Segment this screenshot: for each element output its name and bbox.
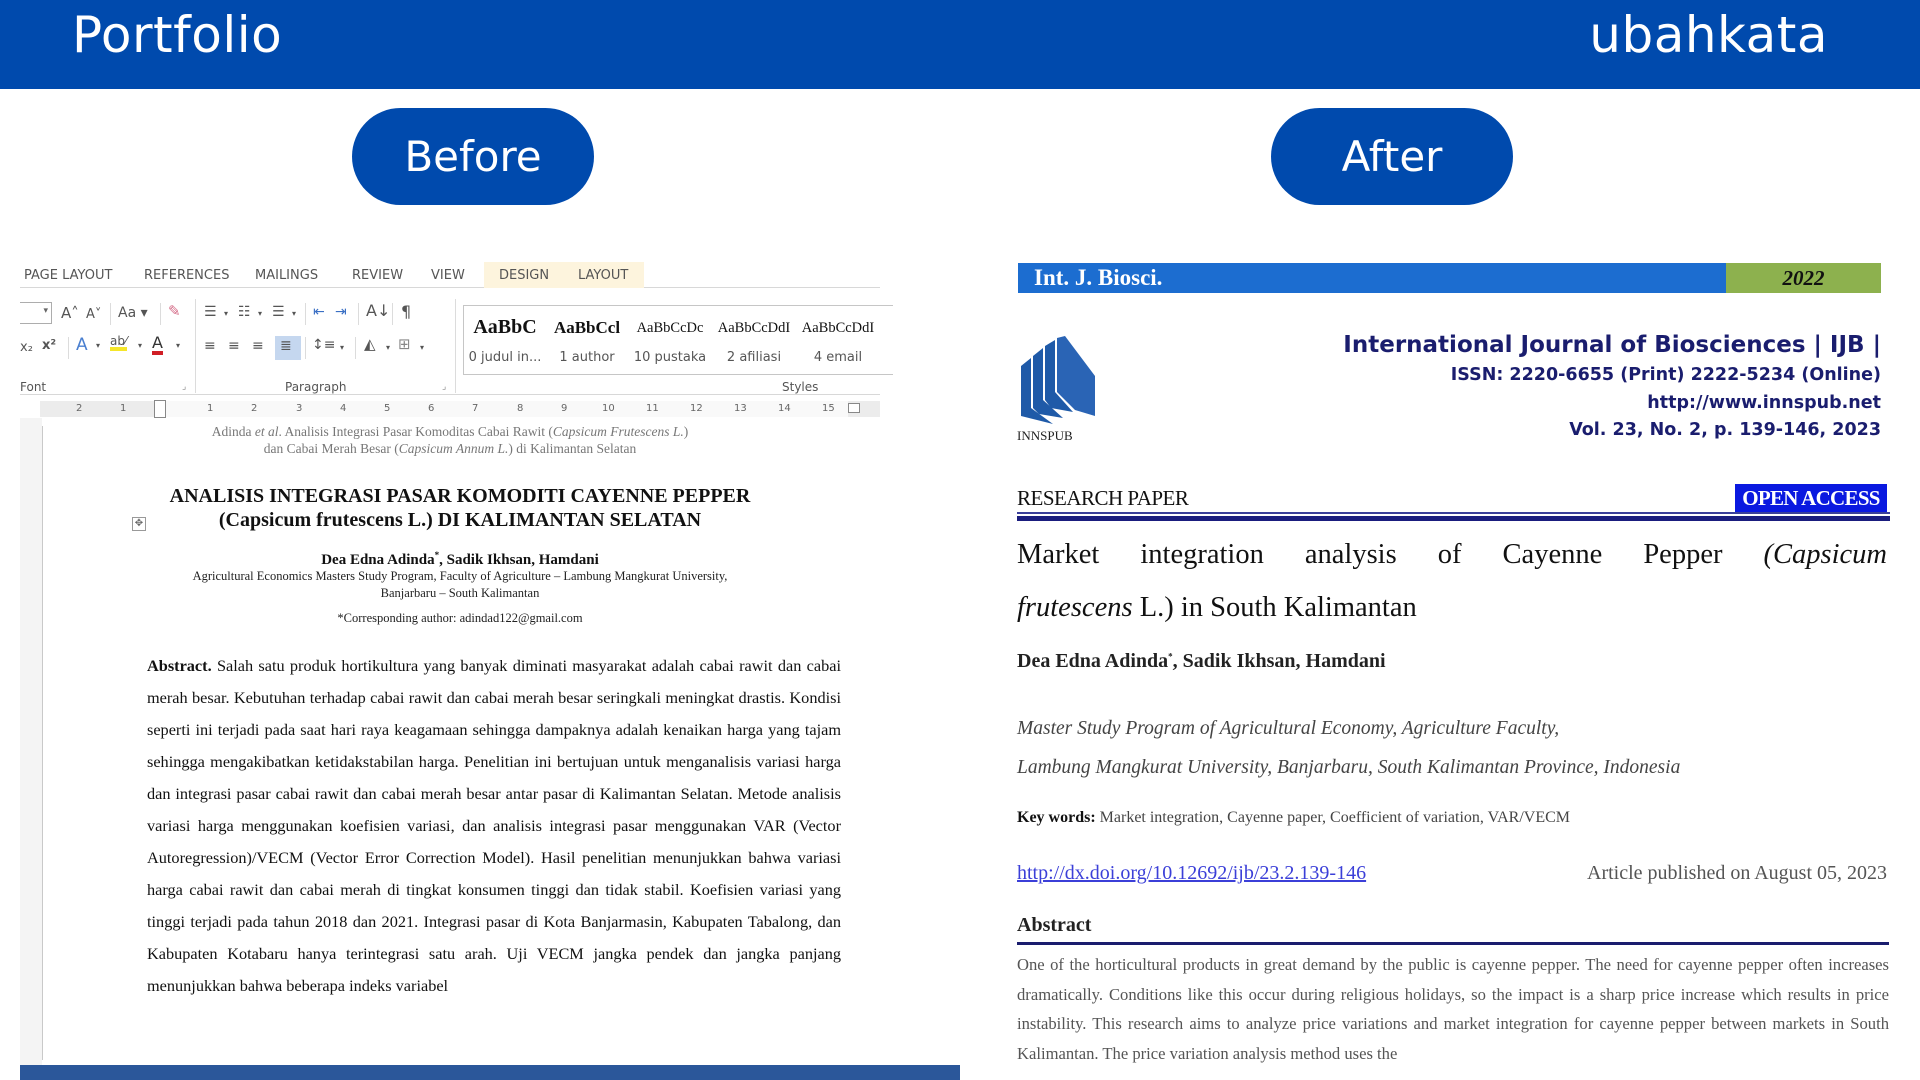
subscript-icon[interactable]: x₂ <box>20 340 33 355</box>
font-color-dropdown-icon[interactable]: ▾ <box>176 341 181 350</box>
highlight-dropdown-icon[interactable]: ▾ <box>138 341 143 350</box>
change-case-icon[interactable]: Aa ▾ <box>118 305 148 321</box>
document-abstract: Abstract. Salah satu produk hortikultura yang banyak diminati masyarakat adalah cabai rawit dan cabai merah besar. Kebutuhan terhadap cabai rawit dan cabai merah besar seringkali meningkat drastis. Kondisi seperti ini terjadi pada saat hari raya keagamaan sehingga dampaknya adalah kenaikan harga yang tajam sehingga mengakibatkan ketidakstabilan harga. Penelitian ini bertujuan untuk menganalisis variasi harga dan integrasi pasar cabai rawit dan cabai merah besar antar pasar di Kalimantan Selatan. Metode analisis variasi harga menggunakan koefisien variasi, dan analisis integrasi pasar menggunakan VAR (Vector Autoregression)/VECM (Vector Error Correction Model). Hasil penelitian menunjukkan bahwa variasi harga cabai rawit dan cabai merah di tingkat konsumen tinggi dan tidak stabil. Koefisien variasi yang tinggi terjadi pada tahun 2018 dan 2021. Integrasi pasar di Kota Banjarmasin, Kabupaten Tabalong, dan Kabupaten Kotabaru hanya terintegrasi satu arah. Uji VECM jangka pendek dan jangka panjang menunjukkan bahwa beberapa indeks variabel <box>147 656 841 995</box>
multilevel-list-icon[interactable]: ☰ <box>272 304 285 320</box>
shading-dropdown-icon[interactable]: ▾ <box>386 343 391 352</box>
innspub-logo <box>1017 336 1107 444</box>
sort-icon[interactable]: A↓ <box>366 301 391 320</box>
superscript-icon[interactable]: x² <box>42 338 57 353</box>
header-rule-thin <box>1017 512 1890 514</box>
tab-mailings[interactable]: MAILINGS <box>255 268 319 283</box>
right-indent-marker[interactable] <box>848 403 860 413</box>
brand-name: ubahkata <box>1589 6 1828 64</box>
font-color-icon[interactable]: A <box>152 335 163 355</box>
line-spacing-icon[interactable]: ↕≡ <box>312 337 336 353</box>
corresponding-author: *Corresponding author: adindad122@gmail.com <box>337 611 583 625</box>
abstract-heading: Abstract <box>1017 914 1092 936</box>
paper-type: RESEARCH PAPER <box>1017 486 1189 510</box>
before-word-document <box>20 262 960 1080</box>
align-right-icon[interactable]: ≡ <box>252 338 264 354</box>
after-journal-page <box>1017 262 1890 1080</box>
abstract-text: One of the horticultural products in great demand by the public is cayenne pepper. The need for cayenne pepper often increases dramatically. Conditions like this occur during religious holidays, so the impact is a sharp price increase which results in price instability. This research aims to analyze price variations and market integration for cayenne pepper between markets in South Kalimantan. The price variation analysis method uses the <box>1017 955 1889 1063</box>
document-affiliation-line2: Banjarbaru – South Kalimantan <box>380 586 540 600</box>
journal-name: International Journal of Biosciences | IJB | <box>1343 332 1881 358</box>
paragraph-dialog-launcher-icon[interactable]: ⌟ <box>442 382 447 392</box>
header-rule-thick <box>1017 516 1890 521</box>
borders-icon[interactable]: ⊞ <box>398 335 411 353</box>
document-title-line2: (Capsicum frutescens L.) DI KALIMANTAN SELATAN <box>218 509 702 531</box>
tab-page-layout[interactable]: PAGE LAYOUT <box>24 268 113 283</box>
text-effects-icon[interactable]: A <box>76 335 88 355</box>
tab-design[interactable]: DESIGN <box>499 268 550 283</box>
style-pustaka[interactable]: AaBbCcDc 10 pustaka <box>633 320 707 365</box>
portfolio-title: Portfolio <box>72 6 283 64</box>
clear-formatting-icon[interactable]: ✎ <box>168 302 181 320</box>
tab-layout[interactable]: LAYOUT <box>578 268 629 283</box>
abstract-rule <box>1017 942 1889 945</box>
style-author[interactable]: AaBbCcl 1 author <box>553 318 621 365</box>
journal-issn: ISSN: 2220-6655 (Print) 2222-5234 (Online) <box>1450 365 1881 385</box>
article-authors: Dea Edna Adinda*, Sadik Ikhsan, Hamdani <box>1017 650 1386 672</box>
styles-gallery <box>463 305 893 375</box>
document-affiliation-line1: Agricultural Economics Masters Study Program, Faculty of Agriculture – Lambung Mangkurat University, <box>192 569 728 583</box>
line-spacing-dropdown-icon[interactable]: ▾ <box>340 343 345 352</box>
bullets-dropdown-icon[interactable]: ▾ <box>224 309 229 318</box>
decrease-indent-icon[interactable]: ⇤ <box>313 304 325 320</box>
before-label: Before <box>352 108 594 205</box>
publication-date: Article published on August 05, 2023 <box>1587 862 1887 884</box>
running-head-line1: Adinda et al. Analisis Integrasi Pasar Komoditas Cabai Rawit (Capsicum Frutescens L.) <box>211 424 689 439</box>
journal-volume: Vol. 23, No. 2, p. 139-146, 2023 <box>1569 420 1881 440</box>
font-size-dropdown[interactable]: ▾ <box>20 302 52 324</box>
grow-font-icon[interactable]: A˄ <box>61 304 79 322</box>
font-dialog-launcher-icon[interactable]: ⌟ <box>182 382 187 392</box>
tab-view[interactable]: VIEW <box>431 268 465 283</box>
bullets-icon[interactable]: ☰ <box>204 304 217 320</box>
tab-review[interactable]: REVIEW <box>352 268 404 283</box>
article-affiliation: Master Study Program of Agricultural Economy, Agriculture Faculty, Lambung Mangkurat University, Banjarbaru, South Kalimantan Province, Indonesia <box>1017 718 1681 778</box>
books-logo-icon <box>1017 336 1107 428</box>
journal-header-bar <box>1018 263 1726 293</box>
increase-indent-icon[interactable]: ⇥ <box>335 304 347 320</box>
document-authors: Dea Edna Adinda*, Sadik Ikhsan, Hamdani <box>321 550 599 568</box>
ribbon-tabs <box>20 262 880 288</box>
align-left-icon[interactable]: ≡ <box>204 338 216 354</box>
text-effects-dropdown-icon[interactable]: ▾ <box>96 341 101 350</box>
document-page[interactable] <box>20 418 960 1080</box>
indent-marker[interactable] <box>154 400 166 418</box>
paragraph-group-label: Paragraph <box>285 380 347 394</box>
style-afiliasi[interactable]: AaBbCcDdI 2 afiliasi <box>717 320 791 365</box>
journal-abbreviation: Int. J. Biosci. <box>1034 265 1163 290</box>
table-move-handle-icon[interactable]: ✥ <box>132 517 146 531</box>
article-title: Market integration analysis of Cayenne Pepper (Capsicum frutescens L.) in South Kalimantan <box>1017 539 1887 623</box>
shrink-font-icon[interactable]: A˅ <box>86 307 102 322</box>
document-title-line1: ANALISIS INTEGRASI PASAR KOMODITI CAYENNE PEPPER <box>169 485 751 507</box>
styles-group-label: Styles <box>782 380 819 394</box>
align-center-icon[interactable]: ≡ <box>228 338 240 354</box>
horizontal-ruler[interactable]: 2 1 1 2 3 4 5 6 7 8 9 10 11 12 13 14 15 <box>40 401 880 417</box>
shading-icon[interactable]: ◭ <box>364 335 376 353</box>
journal-year: 2022 <box>1782 266 1825 290</box>
style-judul[interactable]: AaBbC 0 judul in... <box>468 316 542 365</box>
font-group-label: Font <box>20 380 47 394</box>
multilevel-dropdown-icon[interactable]: ▾ <box>292 309 297 318</box>
article-keywords: Key words: Market integration, Cayenne paper, Coefficient of variation, VAR/VECM <box>1017 809 1571 826</box>
status-bar <box>20 1065 960 1080</box>
numbering-icon[interactable]: ☷ <box>238 304 251 320</box>
journal-year-bar <box>1726 263 1881 293</box>
running-head-line2: dan Cabai Merah Besar (Capsicum Annum L.) di Kalimantan Selatan <box>263 441 637 456</box>
journal-info <box>1343 328 1881 445</box>
open-access-badge: OPEN ACCESS <box>1735 484 1887 512</box>
ribbon-body <box>20 289 880 395</box>
doi-link[interactable]: http://dx.doi.org/10.12692/ijb/23.2.139-146 <box>1017 862 1367 884</box>
journal-website[interactable]: http://www.innspub.net <box>1647 392 1881 413</box>
after-label: After <box>1271 108 1513 205</box>
style-email[interactable]: AaBbCcDdI 4 email <box>801 320 875 365</box>
publisher-label: INNSPUB <box>1017 428 1073 443</box>
borders-dropdown-icon[interactable]: ▾ <box>420 343 425 352</box>
justify-icon[interactable]: ≣ <box>280 338 292 354</box>
top-banner <box>0 0 1920 89</box>
show-formatting-icon[interactable]: ¶ <box>401 302 412 321</box>
highlight-color-icon[interactable]: ab⁄ <box>110 335 127 351</box>
tab-references[interactable]: REFERENCES <box>144 268 230 283</box>
numbering-dropdown-icon[interactable]: ▾ <box>258 309 263 318</box>
